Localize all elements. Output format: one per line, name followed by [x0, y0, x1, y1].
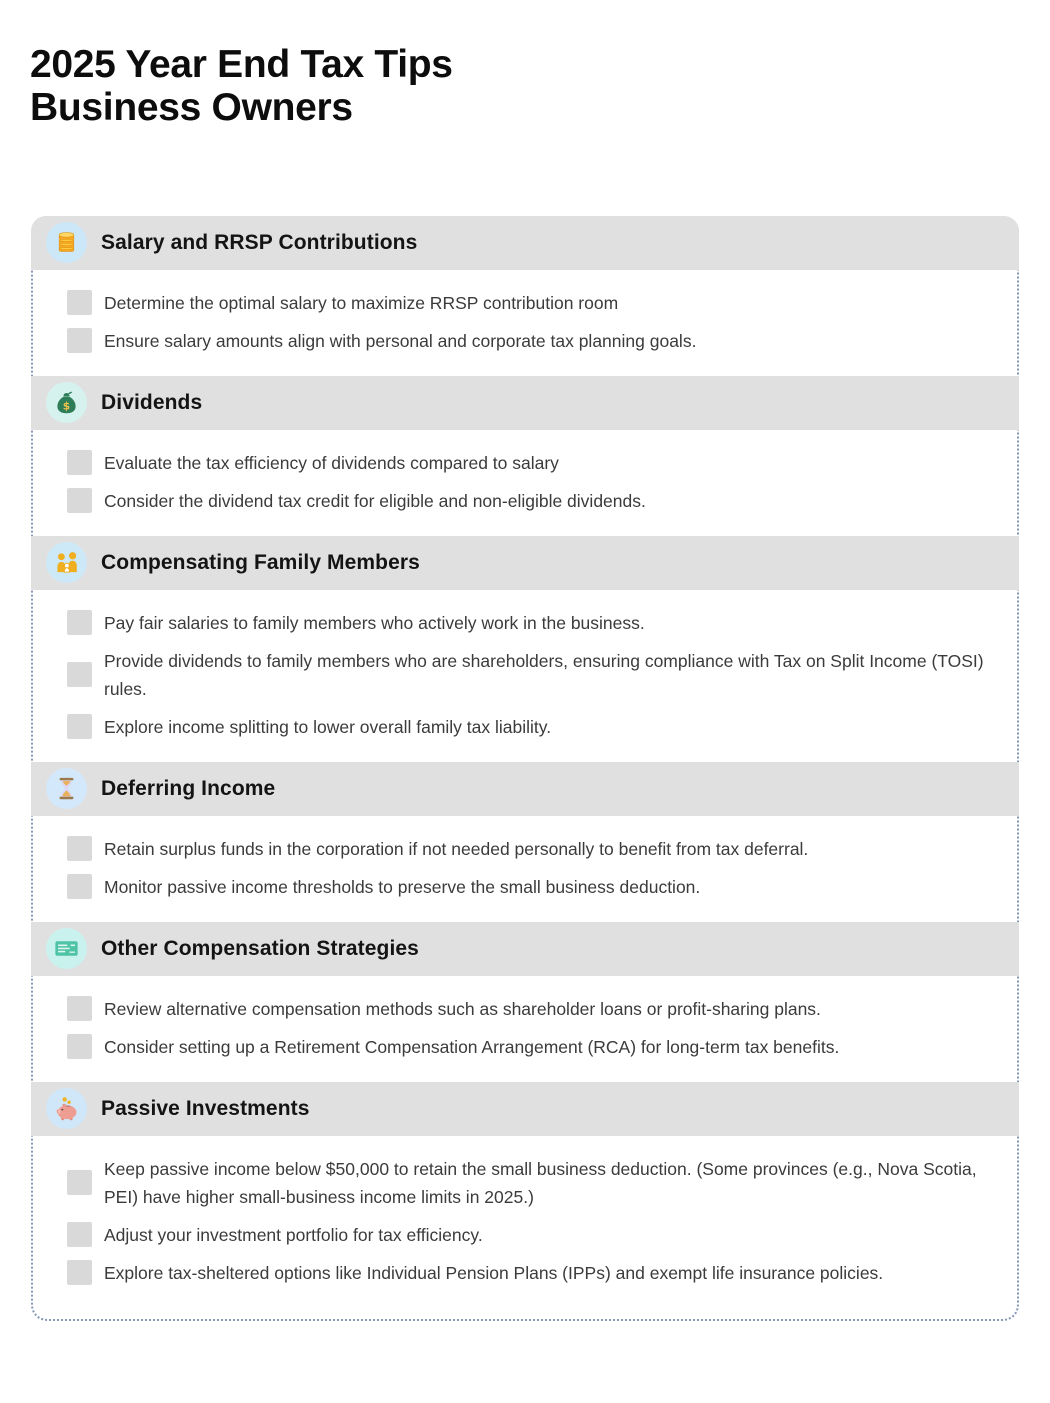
- section-header: [31, 536, 1019, 590]
- icon-circle: [46, 382, 87, 423]
- checkbox[interactable]: [67, 328, 92, 353]
- checkbox[interactable]: [67, 996, 92, 1021]
- section-items: [33, 976, 1017, 1082]
- section-title: Passive Investments: [101, 1096, 310, 1120]
- checklist-item-text: Determine the optimal salary to maximize RRSP contribution room: [104, 292, 619, 313]
- checklist-item-text: Provide dividends to family members who are shareholders, ensuring compliance with Tax on Split Income (TOSI) rules.: [104, 650, 984, 699]
- checkbox[interactable]: [67, 1034, 92, 1059]
- checklist-item-text: Review alternative compensation methods such as shareholder loans or profit-sharing plans.: [104, 998, 821, 1019]
- icon-circle: [46, 1088, 87, 1129]
- page-title-line1: 2025 Year End Tax Tips: [30, 43, 453, 86]
- checklist-item: [33, 1221, 999, 1249]
- cheque-icon: [52, 934, 81, 963]
- checkbox[interactable]: [67, 874, 92, 899]
- checklist-item: [33, 835, 999, 863]
- section-title: Deferring Income: [101, 776, 276, 800]
- checklist-item-text: Pay fair salaries to family members who actively work in the business.: [104, 612, 645, 633]
- checkbox[interactable]: [67, 290, 92, 315]
- checkbox[interactable]: [67, 488, 92, 513]
- section-salary-and-rrsp-contributions: [33, 216, 1017, 376]
- section-dividends: [33, 376, 1017, 536]
- checkbox[interactable]: [67, 1260, 92, 1285]
- page-title: [30, 44, 1020, 130]
- section-items: [33, 590, 1017, 762]
- section-items: [33, 816, 1017, 922]
- section-title: Dividends: [101, 390, 203, 414]
- coins-icon: [53, 229, 80, 256]
- checkbox[interactable]: [67, 450, 92, 475]
- checklist-item: [33, 449, 999, 477]
- section-deferring-income: [33, 762, 1017, 922]
- section-title: Other Compensation Strategies: [101, 936, 419, 960]
- section-items: [33, 430, 1017, 536]
- checkbox[interactable]: [67, 1222, 92, 1247]
- checklist-item: [33, 713, 999, 741]
- checklist-item: [33, 327, 999, 355]
- section-header: [31, 376, 1019, 430]
- money-bag-icon: [53, 389, 80, 416]
- checklist-item: [33, 487, 999, 515]
- icon-circle: [46, 928, 87, 969]
- svg-text:$: $: [62, 399, 71, 413]
- checklist-item: [33, 647, 999, 703]
- icon-circle: [46, 222, 87, 263]
- checklist-item: [33, 995, 999, 1023]
- piggy-bank-icon: [53, 1095, 81, 1123]
- hourglass-icon: [53, 775, 80, 802]
- family-icon: [53, 549, 81, 577]
- checklist-item: [33, 873, 999, 901]
- checklist-item-text: Consider the dividend tax credit for eligible and non-eligible dividends.: [104, 490, 646, 511]
- section-title: Salary and RRSP Contributions: [101, 230, 418, 254]
- icon-circle: [46, 542, 87, 583]
- section-passive-investments: [33, 1082, 1017, 1319]
- section-header: [31, 762, 1019, 816]
- section-items: [33, 270, 1017, 376]
- checklist-card: [31, 216, 1019, 1321]
- checklist-item: [33, 1259, 999, 1287]
- icon-circle: [46, 768, 87, 809]
- checklist-item-text: Adjust your investment portfolio for tax efficiency.: [104, 1224, 483, 1245]
- checklist-item-text: Ensure salary amounts align with personal and corporate tax planning goals.: [104, 330, 697, 351]
- checklist-item-text: Retain surplus funds in the corporation if not needed personally to benefit from tax deferral.: [104, 838, 809, 859]
- checkbox[interactable]: [67, 662, 92, 687]
- checklist-item: [33, 609, 999, 637]
- checklist-item-text: Keep passive income below $50,000 to retain the small business deduction. (Some provinces (e.g., Nova Scotia, PEI) have higher small-business income limits in 2025.): [104, 1158, 977, 1207]
- section-title: Compensating Family Members: [101, 550, 420, 574]
- page-title-line2: Business Owners: [30, 85, 353, 129]
- checklist-item-text: Evaluate the tax efficiency of dividends compared to salary: [104, 452, 559, 473]
- section-other-compensation-strategies: [33, 922, 1017, 1082]
- checkbox[interactable]: [67, 610, 92, 635]
- checklist-item-text: Explore tax-sheltered options like Individual Pension Plans (IPPs) and exempt life insurance policies.: [104, 1262, 884, 1283]
- checklist-item-text: Monitor passive income thresholds to preserve the small business deduction.: [104, 876, 701, 897]
- checklist-item: [33, 289, 999, 317]
- section-items: [33, 1136, 1017, 1319]
- checkbox[interactable]: [67, 1170, 92, 1195]
- checklist-item-text: Consider setting up a Retirement Compensation Arrangement (RCA) for long-term tax benefits.: [104, 1036, 840, 1057]
- checkbox[interactable]: [67, 714, 92, 739]
- checklist-item: [33, 1155, 999, 1211]
- section-header: [31, 216, 1019, 270]
- section-header: [31, 922, 1019, 976]
- checklist-item-text: Explore income splitting to lower overall family tax liability.: [104, 716, 552, 737]
- section-header: [31, 1082, 1019, 1136]
- section-compensating-family-members: [33, 536, 1017, 762]
- checkbox[interactable]: [67, 836, 92, 861]
- checklist-item: [33, 1033, 999, 1061]
